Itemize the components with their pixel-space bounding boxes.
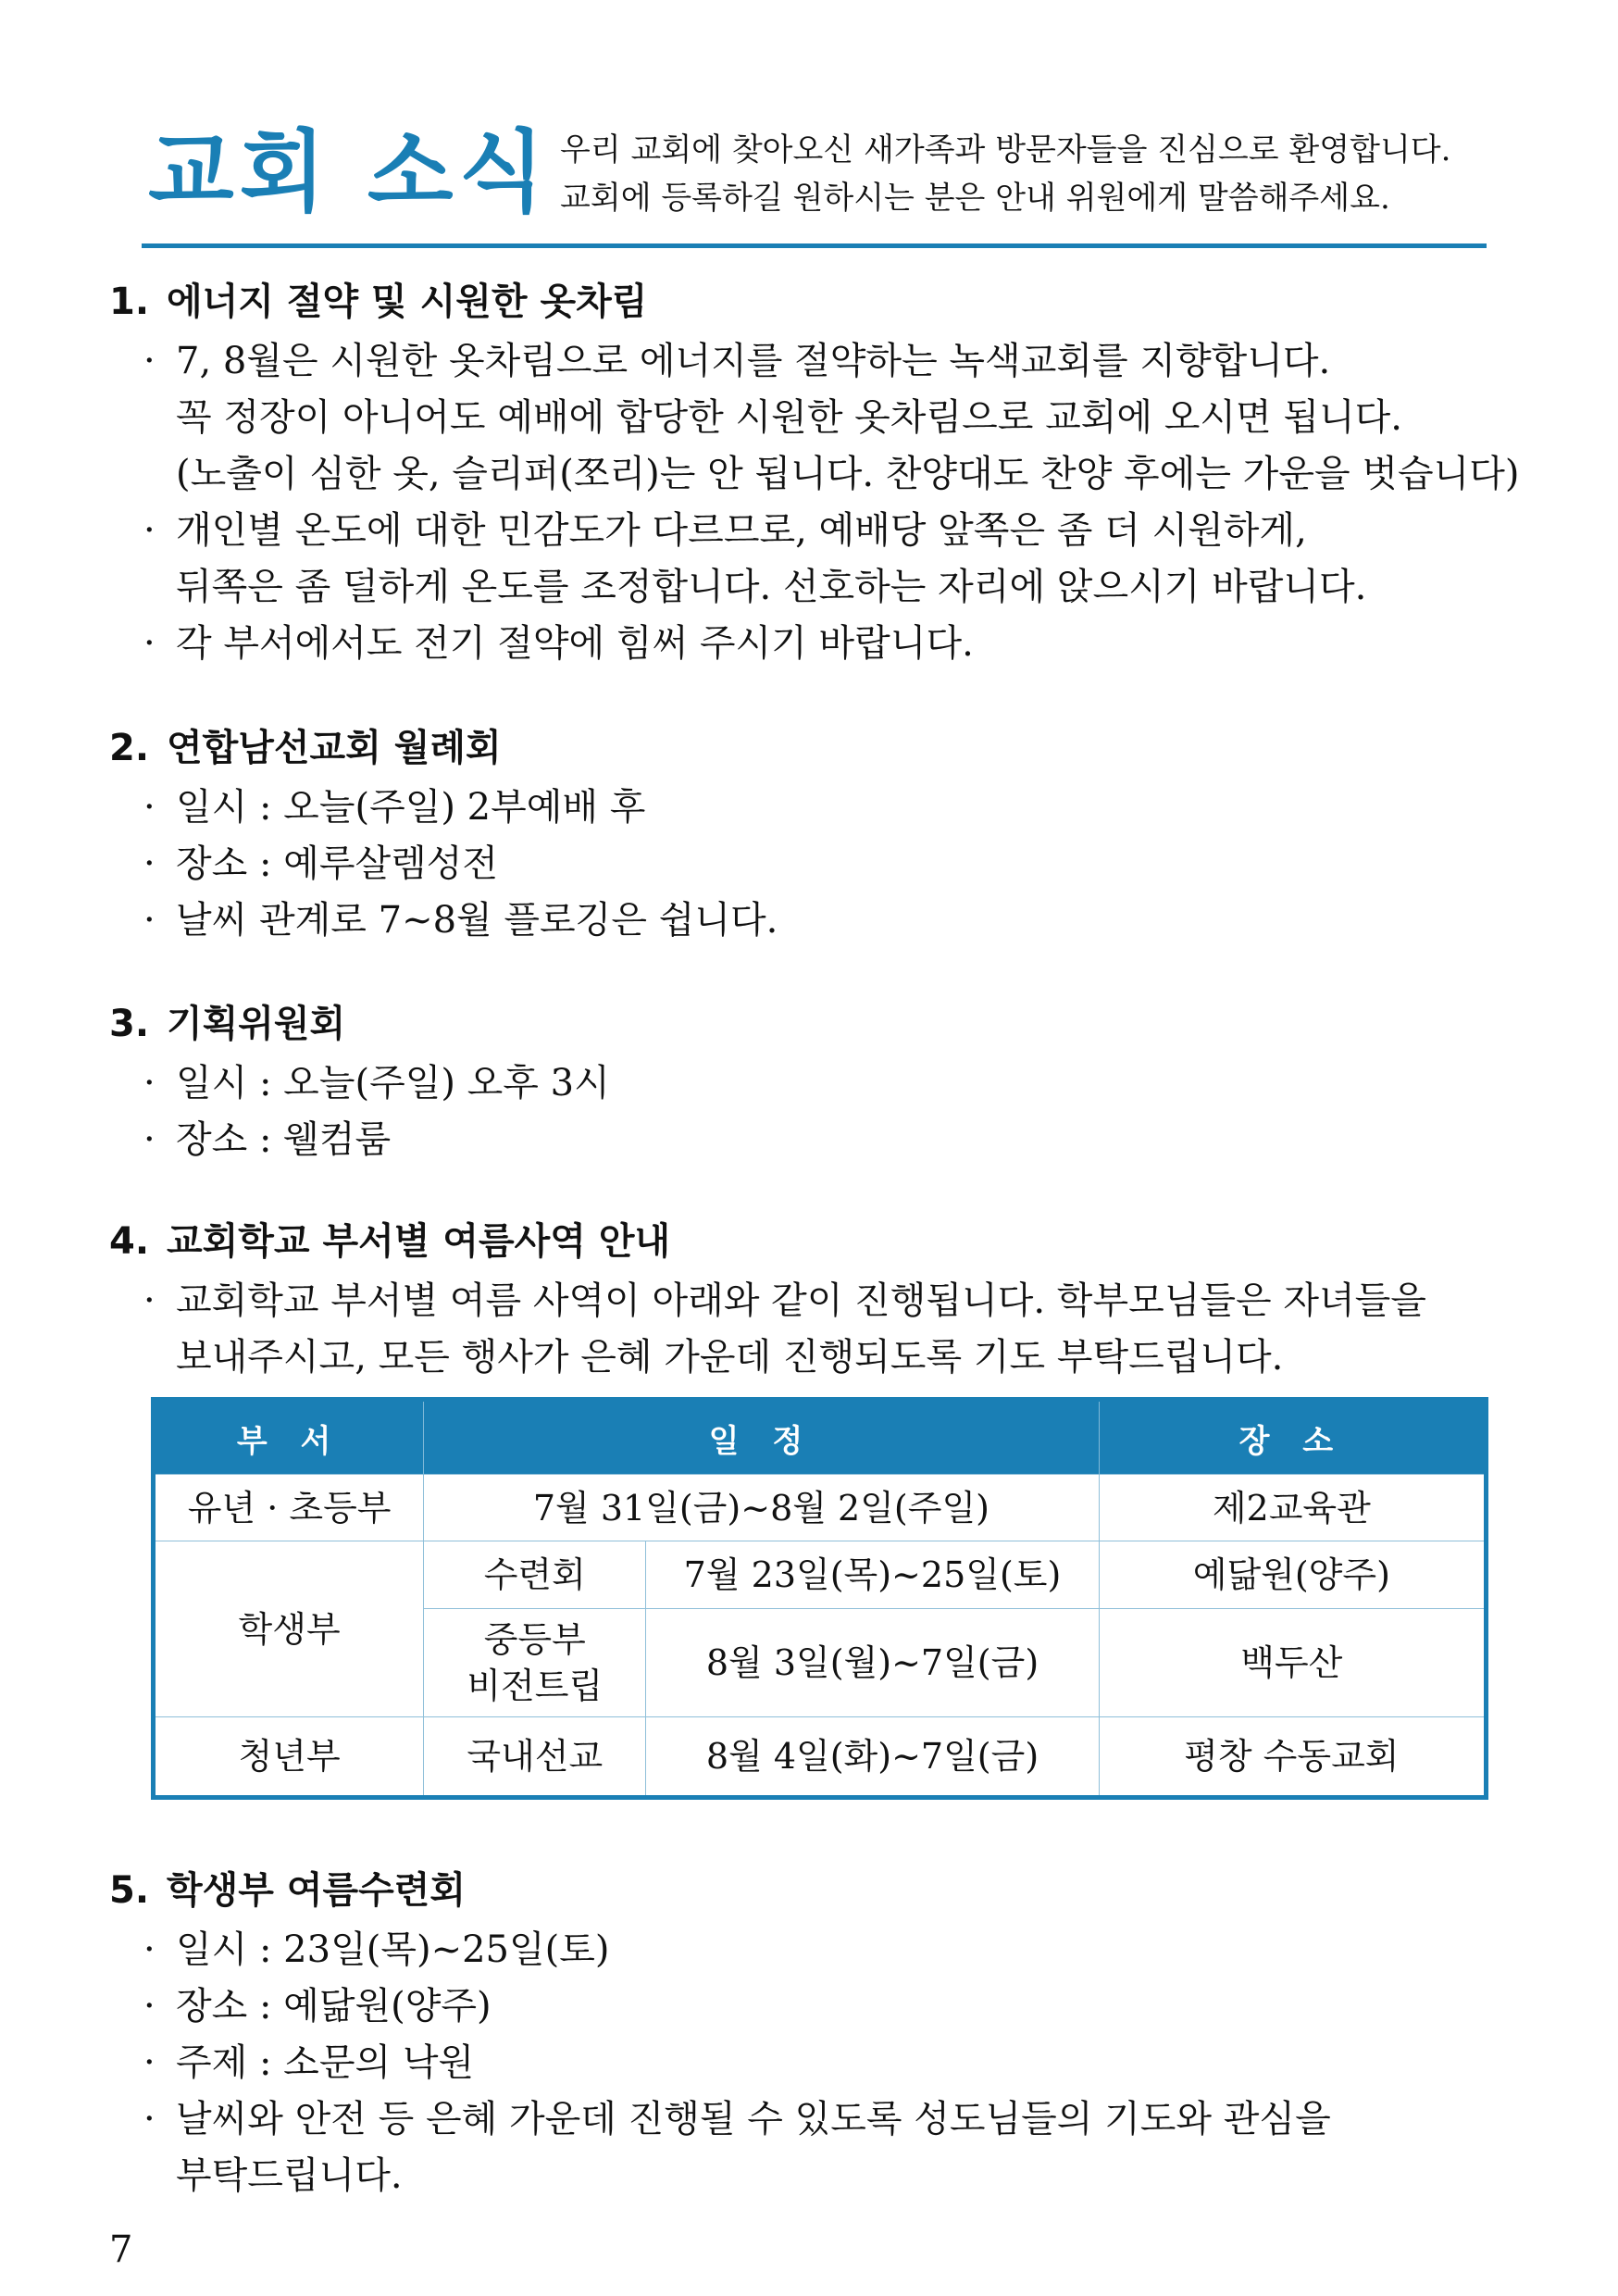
- welcome-line-2: 교회에 등록하길 원하시는 분은 안내 위원에게 말씀해주세요.: [560, 180, 1390, 217]
- bullet-dot: ·: [143, 842, 156, 885]
- section-title: 연합남선교회 월례회: [167, 727, 502, 769]
- section-number: 2.: [109, 727, 150, 769]
- cell-event-line: 비전트립: [467, 1666, 604, 1706]
- table-header-row: [154, 1400, 1487, 1475]
- item-line: 일시 : 오늘(주일) 오후 3시: [176, 1062, 610, 1104]
- page-number: 7: [109, 2228, 133, 2271]
- welcome-line-1: 우리 교회에 찾아오신 새가족과 방문자들을 진심으로 환영합니다.: [560, 131, 1451, 168]
- section-list: [109, 333, 1520, 672]
- section-planning-committee: [109, 1000, 1516, 1168]
- cell-schedule: 7월 23일(목)~25일(토): [646, 1541, 1099, 1609]
- section-title: 학생부 여름수련회: [167, 1869, 467, 1912]
- section-heading: [109, 1000, 1516, 1048]
- table-row: [154, 1475, 1487, 1541]
- bullet-dot: ·: [143, 1118, 156, 1161]
- cell-department: 유년 · 초등부: [154, 1475, 424, 1541]
- section-heading: [109, 724, 1516, 772]
- section-title: 교회학교 부서별 여름사역 안내: [167, 1220, 671, 1263]
- section-list: [109, 1055, 1516, 1168]
- section-number: 1.: [109, 281, 150, 323]
- section-list: [109, 780, 1516, 949]
- cell-event: 수련회: [424, 1541, 646, 1609]
- bullet-dot: ·: [143, 1985, 156, 2028]
- bullet-dot: ·: [143, 1279, 156, 1322]
- section-summer-ministry: [109, 1217, 1516, 1386]
- bullet-dot: ·: [143, 340, 156, 382]
- section-heading: [109, 278, 1516, 326]
- cell-schedule: 8월 3일(월)~7일(금): [646, 1609, 1099, 1717]
- welcome-message: [560, 126, 1486, 222]
- list-item: [109, 1273, 1516, 1386]
- list-item: [109, 2035, 1516, 2091]
- item-line: 일시 : 23일(목)~25일(토): [176, 1928, 610, 1971]
- section-title: 에너지 절약 및 시원한 옷차림: [167, 281, 648, 323]
- item-line: 장소 : 예루살렘성전: [176, 842, 499, 885]
- item-line: 7, 8월은 시원한 옷차림으로 에너지를 절약하는 녹색교회를 지향합니다.: [176, 340, 1331, 382]
- bullet-dot: ·: [143, 2098, 156, 2140]
- item-line: 꼭 정장이 아니어도 예배에 합당한 시원한 옷차림으로 교회에 오시면 됩니다.: [176, 396, 1402, 439]
- list-item: [109, 333, 1520, 503]
- section-youth-retreat: [109, 1866, 1516, 2204]
- item-line: 뒤쪽은 좀 덜하게 온도를 조정합니다. 선호하는 자리에 앉으시기 바랍니다.: [176, 566, 1367, 608]
- cell-department: 청년부: [154, 1717, 424, 1798]
- list-item: [109, 1922, 1516, 1978]
- cell-event: [424, 1609, 646, 1717]
- section-list: [109, 1922, 1516, 2204]
- bullet-dot: ·: [143, 899, 156, 942]
- item-line: 장소 : 예닮원(양주): [176, 1985, 492, 2028]
- list-item: [109, 1978, 1516, 2035]
- bullet-dot: ·: [143, 2041, 156, 2084]
- item-line: 날씨와 안전 등 은혜 가운데 진행될 수 있도록 성도님들의 기도와 관심을: [176, 2098, 1331, 2140]
- list-item: [109, 1055, 1516, 1112]
- bullet-dot: ·: [143, 786, 156, 829]
- section-list: [109, 1273, 1516, 1386]
- list-item: [109, 836, 1516, 892]
- page-title: 교회 소식: [148, 120, 551, 224]
- cell-place: 백두산: [1099, 1609, 1486, 1717]
- item-line: 주제 : 소문의 낙원: [176, 2041, 475, 2084]
- section-heading: [109, 1866, 1516, 1915]
- list-item: [109, 503, 1516, 616]
- section-mens-mission-meeting: [109, 724, 1516, 949]
- section-number: 3.: [109, 1003, 150, 1045]
- cell-schedule: 7월 31일(금)~8월 2일(주일): [424, 1475, 1099, 1541]
- header-schedule: 일 정: [424, 1400, 1099, 1475]
- section-energy-saving: [109, 278, 1520, 672]
- bullet-dot: ·: [143, 509, 156, 552]
- cell-place: 평창 수동교회: [1099, 1717, 1486, 1798]
- cell-event: 국내선교: [424, 1717, 646, 1798]
- header-department: 부 서: [154, 1400, 424, 1475]
- cell-place: 예닮원(양주): [1099, 1541, 1486, 1609]
- item-line: 부탁드립니다.: [176, 2154, 403, 2197]
- cell-event-line: 중등부: [483, 1619, 586, 1660]
- list-item: [109, 2091, 1516, 2204]
- item-line: 장소 : 웰컴룸: [176, 1118, 392, 1161]
- item-line: 교회학교 부서별 여름 사역이 아래와 같이 진행됩니다. 학부모님들은 자녀들을: [176, 1279, 1426, 1322]
- list-item: [109, 892, 1516, 949]
- cell-place: 제2교육관: [1099, 1475, 1486, 1541]
- bullet-dot: ·: [143, 622, 156, 665]
- table-row: [154, 1541, 1487, 1609]
- section-number: 4.: [109, 1220, 150, 1263]
- bullet-dot: ·: [143, 1062, 156, 1104]
- section-heading: [109, 1217, 1516, 1266]
- header-divider: [142, 243, 1487, 248]
- list-item: [109, 1112, 1516, 1168]
- item-line: 날씨 관계로 7~8월 플로깅은 쉽니다.: [176, 899, 778, 942]
- page-header: [145, 119, 1486, 248]
- header-place: 장 소: [1099, 1400, 1486, 1475]
- item-line: (노출이 심한 옷, 슬리퍼(쪼리)는 안 됩니다. 찬양대도 찬양 후에는 가운을 벗습니다): [176, 453, 1520, 495]
- section-number: 5.: [109, 1869, 150, 1912]
- summer-schedule-table: [151, 1397, 1488, 1800]
- list-item: [109, 780, 1516, 836]
- section-title: 기획위원회: [167, 1003, 346, 1045]
- item-line: 개인별 온도에 대한 민감도가 다르므로, 예배당 앞쪽은 좀 더 시원하게,: [176, 509, 1307, 552]
- bullet-dot: ·: [143, 1928, 156, 1971]
- item-line: 보내주시고, 모든 행사가 은혜 가운데 진행되도록 기도 부탁드립니다.: [176, 1336, 1284, 1379]
- table-row: [154, 1717, 1487, 1798]
- cell-schedule: 8월 4일(화)~7일(금): [646, 1717, 1099, 1798]
- item-line: 각 부서에서도 전기 절약에 힘써 주시기 바랍니다.: [176, 622, 974, 665]
- list-item: [109, 616, 1516, 672]
- item-line: 일시 : 오늘(주일) 2부예배 후: [176, 786, 646, 829]
- cell-department: 학생부: [154, 1541, 424, 1717]
